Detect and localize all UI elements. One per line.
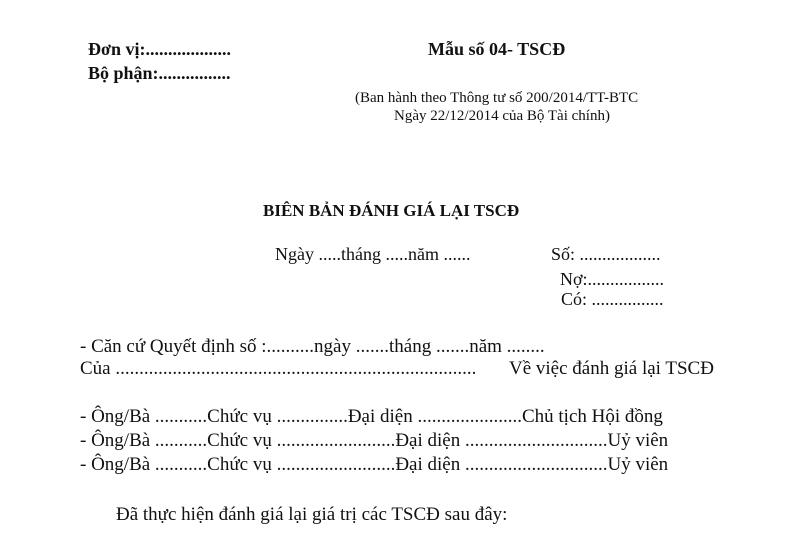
voucher-number: Số: ..................: [551, 244, 661, 264]
debit-account: Nợ:.................: [560, 269, 665, 289]
form-number: Mẫu số 04- TSCĐ: [428, 39, 566, 59]
credit-account: Có: ................: [561, 289, 664, 309]
decision-line: - Căn cứ Quyết định số :..........ngày .......tháng .......năm ........: [80, 336, 545, 357]
decision-of-line: Của ............................................................................: [80, 358, 477, 379]
conclusion-line: Đã thực hiện đánh giá lại giá trị các TSCĐ sau đây:: [116, 504, 508, 525]
issued-by-line1: (Ban hành theo Thông tư số 200/2014/TT-BTC: [355, 90, 639, 106]
member-line-member-2: - Ông/Bà ...........Chức vụ .........................Đại diện ..............................Uỷ viên: [80, 454, 669, 475]
member-line-chairman: - Ông/Bà ...........Chức vụ ...............Đại diện ......................Chủ tịch Hội đồng: [80, 406, 663, 427]
department-field: Bộ phận:................: [88, 63, 231, 83]
date-line: Ngày .....tháng .....năm ......: [275, 244, 471, 264]
unit-field: Đơn vị:...................: [88, 39, 231, 59]
document-title: BIÊN BẢN ĐÁNH GIÁ LẠI TSCĐ: [263, 201, 520, 220]
decision-subject: Về việc đánh giá lại TSCĐ: [509, 358, 714, 379]
issued-by-line2: Ngày 22/12/2014 của Bộ Tài chính): [394, 108, 610, 124]
member-line-member-1: - Ông/Bà ...........Chức vụ .........................Đại diện ..............................Uỷ viên: [80, 430, 669, 451]
